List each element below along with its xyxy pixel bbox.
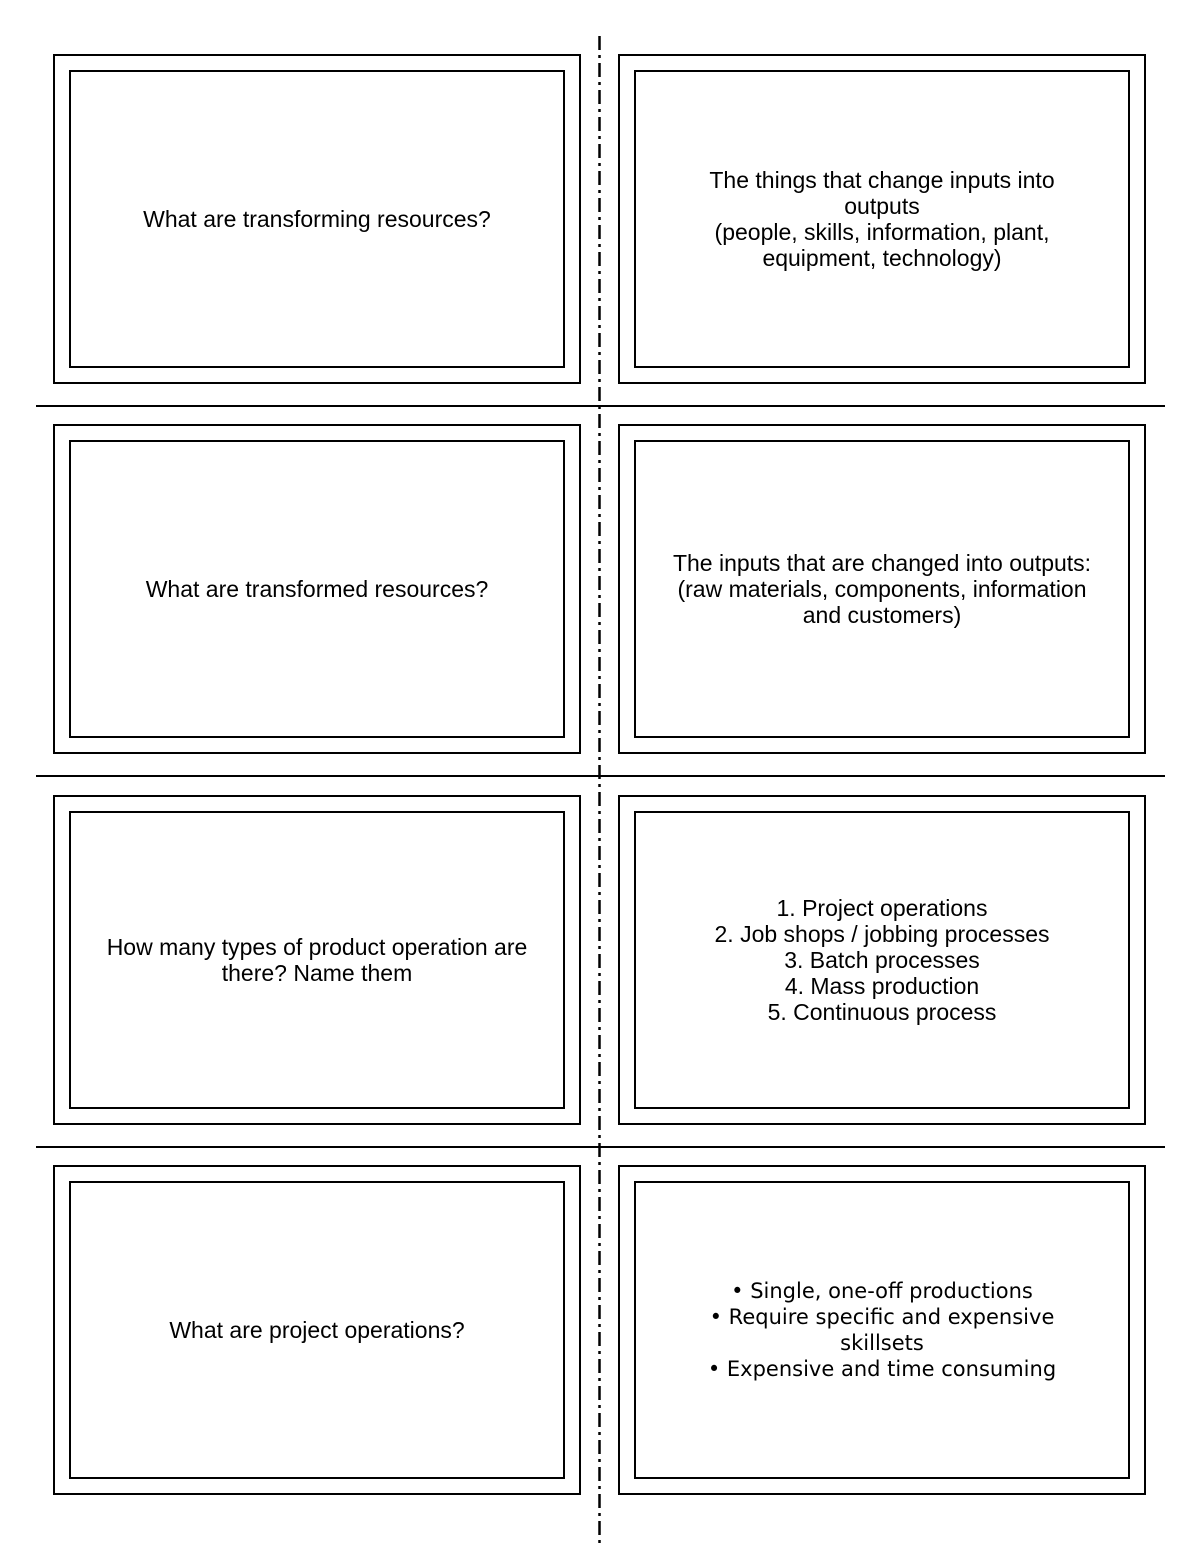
answer-card (618, 54, 1146, 384)
cut-line (36, 405, 1165, 407)
question-text: How many types of product operation are there? Name them (106, 934, 528, 986)
card-frame (634, 1181, 1130, 1479)
answer-card (618, 1165, 1146, 1495)
question-text: What are transformed resources? (145, 576, 489, 602)
answer-text: The inputs that are changed into outputs: (raw materials, components, information and customers) (672, 550, 1092, 628)
card-frame (634, 811, 1130, 1109)
card-frame (69, 1181, 565, 1479)
question-text: What are transforming resources? (143, 206, 491, 232)
cut-line (36, 775, 1165, 777)
answer-card (618, 795, 1146, 1125)
fold-guide-line (598, 36, 601, 1546)
card-frame (69, 440, 565, 738)
answer-card (618, 424, 1146, 754)
card-frame (634, 440, 1130, 738)
card-frame (69, 811, 565, 1109)
answer-text: The things that change inputs into outputs (people, skills, information, plant, equipment, technology) (709, 167, 1055, 271)
card-frame (634, 70, 1130, 368)
answer-text: 1. Project operations 2. Job shops / jobbing processes 3. Batch processes 4. Mass production 5. Continuous process (714, 895, 1050, 1025)
question-card (53, 795, 581, 1125)
answer-text: • Single, one-off productions • Require specific and expensive skillsets • Expensive and time consuming (707, 1279, 1057, 1381)
question-card (53, 1165, 581, 1495)
question-text: What are project operations? (169, 1317, 465, 1343)
question-card (53, 54, 581, 384)
card-frame (69, 70, 565, 368)
question-card (53, 424, 581, 754)
cut-line (36, 1146, 1165, 1148)
